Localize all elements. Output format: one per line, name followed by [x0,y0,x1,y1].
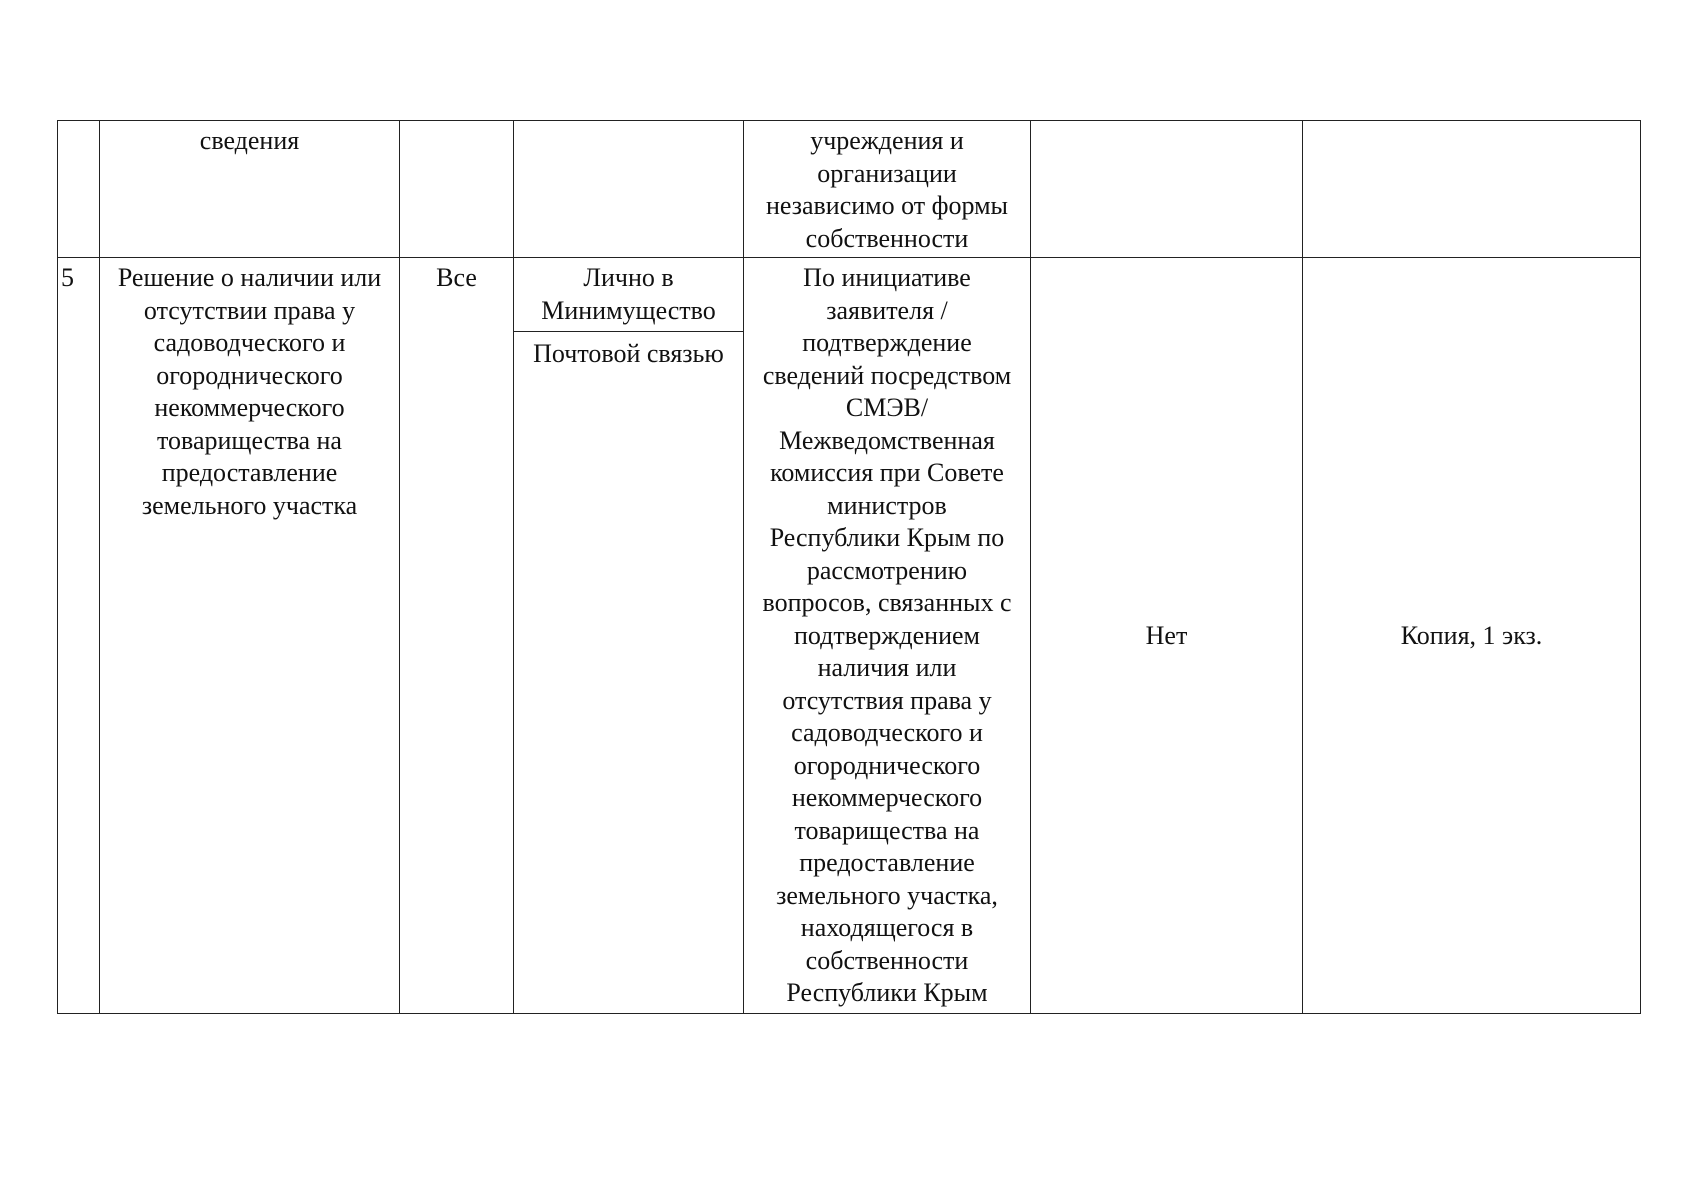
table-row-5 [58,258,1641,1014]
cell-submission-method [514,258,744,1014]
basis-line: комиссия при Совете [770,458,1004,487]
category-text: Все [436,263,477,292]
document-name-line: некоммерческого [154,393,345,422]
cell-basis-continuation [744,121,1031,258]
basis-continuation-line: учреждения и [810,126,964,155]
basis-continuation-line: организации [817,158,957,188]
basis-line: некоммерческого [791,783,983,812]
table-row-continuation [58,121,1641,258]
form-text: Копия, 1 экз. [1400,621,1543,651]
cell-requirement-empty [1031,121,1303,258]
cell-form-empty [1303,121,1641,258]
basis-line: рассмотрению [806,555,968,585]
basis-continuation-line: собственности [805,223,969,253]
basis-line: собственности [805,945,969,975]
basis-line: садоводческого и [791,718,983,747]
document-name-line: отсутствии права у [143,295,356,325]
method-post: Почтовой связью [533,339,724,368]
basis-line: Республики Крым [786,978,988,1007]
basis-line: находящегося в [800,913,974,942]
basis-line: заявителя / [826,295,948,325]
cell-requirement [1031,258,1303,1014]
basis-continuation-line: независимо от формы [765,191,1009,220]
basis-line: По инициативе [803,263,971,292]
basis-line: СМЭВ/ [845,393,929,422]
basis-line: сведений посредством [762,360,1012,390]
basis-line: подтверждение [802,328,972,357]
document-name-continuation-text: сведения [199,126,300,155]
basis-line: вопросов, связанных с [762,588,1012,617]
method-personal-line: Лично в [583,263,674,292]
basis-line: наличия или [817,653,957,682]
method-personal [514,262,743,332]
cell-row-number [58,258,100,1014]
basis-line: подтверждением [794,620,980,650]
cell-document-name [100,258,400,1014]
basis-line: предоставление [799,848,975,877]
document-name-line: огороднического [156,360,343,390]
documents-table [57,120,1641,1014]
basis-line: земельного участка, [776,880,998,910]
cell-number-empty [58,121,100,258]
cell-document-name-continuation [100,121,400,258]
document-name-line: предоставление [161,458,338,487]
basis-line: министров [827,490,947,520]
basis-line: отсутствия права у [782,685,992,715]
document-name-line: товарищества на [157,425,342,455]
cell-form [1303,258,1641,1014]
basis-line: огороднического [793,750,981,780]
cell-basis [744,258,1031,1014]
basis-line: товарищества на [794,815,980,845]
cell-category [400,258,514,1014]
basis-line: Межведомственная [779,425,995,455]
requirement-text: Нет [1145,621,1188,651]
document-name-line: Решение о наличии или [117,263,382,292]
document-name-line: садоводческого и [153,328,346,357]
cell-method-empty [514,121,744,258]
basis-line: Республики Крым по [769,523,1005,552]
method-personal-line: Минимущество [541,295,716,325]
document-name-line: земельного участка [141,490,358,520]
cell-category-empty [400,121,514,258]
row-number: 5 [61,263,74,292]
